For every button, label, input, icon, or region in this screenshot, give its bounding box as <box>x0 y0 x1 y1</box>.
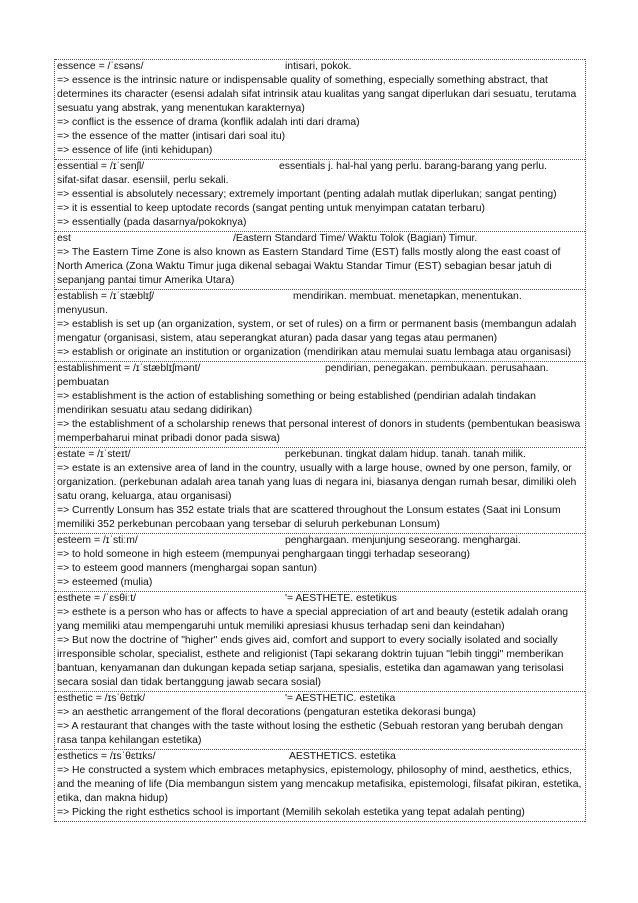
entry-examples <box>57 74 583 158</box>
example-line: => it is essential to keep uptodate records (sangat penting untuk menyimpan catatan terbaru) <box>57 203 486 214</box>
example-line: => essential is absolutely necessary; extremely important (penting adalah mutlak diperlukan; sangat penting) <box>57 189 557 200</box>
dictionary-entry <box>55 289 585 361</box>
example-line: => essence is the intrinsic nature or indispensable quality of something, especially something abstract, that determines its character (esensi adalah sifat intrinsik atau kualitas yang sangat diperlukan dari sesuatu, terutama sesuatu yang abstrak, yang menentukan karakternya) <box>57 75 577 114</box>
example-line: => He constructed a system which embraces metaphysics, epistemology, philosophy of mind, aesthetics, ethics, and the meaning of life (Dia membangun sistem yang mencakup metafisika, epistemologi, filsafat pikiran, estetika, etika, dan makna hidup) <box>57 765 582 804</box>
example-line: => Picking the right esthetics school is important (Memilih sekolah estetika yang tepat adalah penting) <box>57 807 525 818</box>
example-line: => establish is set up (an organization, system, or set of rules) on a firm or permanent basis (membangun adalah mengatur (organisasi, sistem, atau seperangkat aturan) pada dasar yang tegas atau permanen) <box>57 319 577 344</box>
entry-head <box>57 160 583 174</box>
entry-term: essential = /ɪˈsenʃl/ <box>57 161 145 172</box>
entry-term: establish = /ɪˈstæblɪʃ/ <box>57 291 155 302</box>
dictionary-entry <box>55 159 585 231</box>
example-line: => conflict is the essence of drama (konflik adalah inti dari drama) <box>57 117 360 128</box>
example-line: => the establishment of a scholarship renews that personal interest of donors in students (pembentukan beasiswa memperbaharui minat pribadi donor pada siswa) <box>57 419 581 444</box>
example-line: => But now the doctrine of "higher" ends gives aid, comfort and support to every socially isolated and socially irresponsible scholar, specialist, esthete and religionist (Tapi sekarang doktrin tujuan "lebih tinggi" memberikan bantuan, kenyamanan dan dukungan kepada setiap sarjana, spesialis, estetika dan agamawan yang terisolasi secara sosial dan tidak bertanggung jawab secara sosial) <box>57 635 564 688</box>
entry-examples <box>57 390 583 446</box>
entry-head <box>57 592 583 606</box>
entry-examples <box>57 764 583 820</box>
entry-term: estate = /ɪˈsteɪt/ <box>57 449 131 460</box>
example-line: => The Eastern Time Zone is also known as Eastern Standard Time (EST) falls mostly along the east coast of North America (Zona Waktu Timur juga dikenal sebagai Waktu Standar Timur (EST) sebagian besar jatuh di sepanjang pantai timur Amerika Utara) <box>57 247 561 286</box>
entry-definition: AESTHETICS. estetika <box>289 751 396 762</box>
entry-term: essence = /ˈɛsəns/ <box>57 61 144 72</box>
entry-continuation: pembuatan <box>57 377 109 388</box>
entry-definition: penghargaan. menjunjung seseorang. menghargai. <box>285 535 521 546</box>
entry-examples <box>57 462 583 532</box>
entry-head <box>57 750 583 764</box>
entry-definition: essentials j. hal-hal yang perlu. barang-barang yang perlu. <box>279 161 548 172</box>
entry-term: est <box>57 233 71 244</box>
example-line: => estate is an extensive area of land in the country, usually with a large house, owned by one person, family, or organization. (perkebunan adalah area tanah yang luas di negara ini, biasanya dengan rumah besar, dimiliki oleh satu orang, keluarga, atau organisasi) <box>57 463 577 502</box>
dictionary-entry <box>55 533 585 591</box>
entry-term: esteem = /ɪˈstiːm/ <box>57 535 138 546</box>
example-line: => esthete is a person who has or affects to have a special appreciation of art and beauty (estetik adalah orang yang memiliki atau mempengaruhi untuk memiliki apresiasi khusus terhadap seni dan keindahan) <box>57 607 569 632</box>
entry-examples <box>57 548 583 590</box>
entry-examples <box>57 706 583 748</box>
entry-definition: perkebunan. tingkat dalam hidup. tanah. tanah milik. <box>285 449 526 460</box>
entry-term: esthetics = /ɪsˈθɛtɪks/ <box>57 751 156 762</box>
example-line: => establishment is the action of establishing something or being established (pendirian adalah tindakan mendirikan sesuatu atau sedang didirikan) <box>57 391 536 416</box>
entry-continuation: sifat-sifat dasar. esensiil, perlu sekali. <box>57 175 229 186</box>
dictionary-entry <box>55 59 585 159</box>
dictionary-entry <box>55 591 585 691</box>
dictionary-entry <box>55 361 585 447</box>
entry-head <box>57 448 583 462</box>
entry-definition: intisari, pokok. <box>285 61 352 72</box>
entry-head <box>57 534 583 548</box>
entry-head <box>57 232 583 246</box>
entry-definition: /Eastern Standard Time/ Waktu Tolok (Bagian) Timur. <box>233 233 478 244</box>
example-line: => to esteem good manners (menghargai sopan santun) <box>57 563 317 574</box>
entry-term: establishment = /ɪˈstæblɪʃmənt/ <box>57 363 201 374</box>
example-line: => A restaurant that changes with the taste without losing the esthetic (Sebuah restoran yang berubah dengan rasa tanpa kehilangan estetika) <box>57 721 564 746</box>
entry-continuation: menyusun. <box>57 305 108 316</box>
entry-definition: '= AESTHETE. estetikus <box>285 593 397 604</box>
entry-examples <box>57 606 583 690</box>
example-line: => essentially (pada dasarnya/pokoknya) <box>57 217 247 228</box>
dictionary-entry <box>55 691 585 749</box>
entry-head <box>57 692 583 706</box>
dictionary-entry <box>55 231 585 289</box>
example-line: => esteemed (mulia) <box>57 577 153 588</box>
entry-examples <box>57 188 583 230</box>
entry-head <box>57 290 583 304</box>
entry-examples <box>57 318 583 360</box>
dictionary-entry <box>55 749 585 822</box>
example-line: => the essence of the matter (intisari dari soal itu) <box>57 131 286 142</box>
entry-head <box>57 60 583 74</box>
example-line: => establish or originate an institution or organization (mendirikan atau memulai suatu lembaga atau organisasi) <box>57 347 572 358</box>
example-line: => to hold someone in high esteem (mempunyai penghargaan tinggi terhadap seseorang) <box>57 549 471 560</box>
entry-head <box>57 362 583 376</box>
entry-definition: '= AESTHETIC. estetika <box>285 693 396 704</box>
entry-term: esthetic = /ɪsˈθɛtɪk/ <box>57 693 146 704</box>
dictionary-entry <box>55 447 585 533</box>
dictionary-page <box>54 59 586 822</box>
example-line: => essence of life (inti kehidupan) <box>57 145 213 156</box>
entry-definition: pendirian, penegakan. pembukaan. perusahaan. <box>325 363 549 374</box>
example-line: => an aesthetic arrangement of the floral decorations (pengaturan estetika dekorasi bunga) <box>57 707 476 718</box>
entry-definition: mendirikan. membuat. menetapkan, menentukan. <box>293 291 522 302</box>
entry-examples <box>57 246 583 288</box>
entry-term: esthete = /ˈɛsθiːt/ <box>57 593 136 604</box>
example-line: => Currently Lonsum has 352 estate trials that are scattered throughout the Lonsum estates (Saat ini Lonsum memiliki 352 perkebunan percobaan yang tersebar di seluruh perkebunan Lonsum) <box>57 505 561 530</box>
